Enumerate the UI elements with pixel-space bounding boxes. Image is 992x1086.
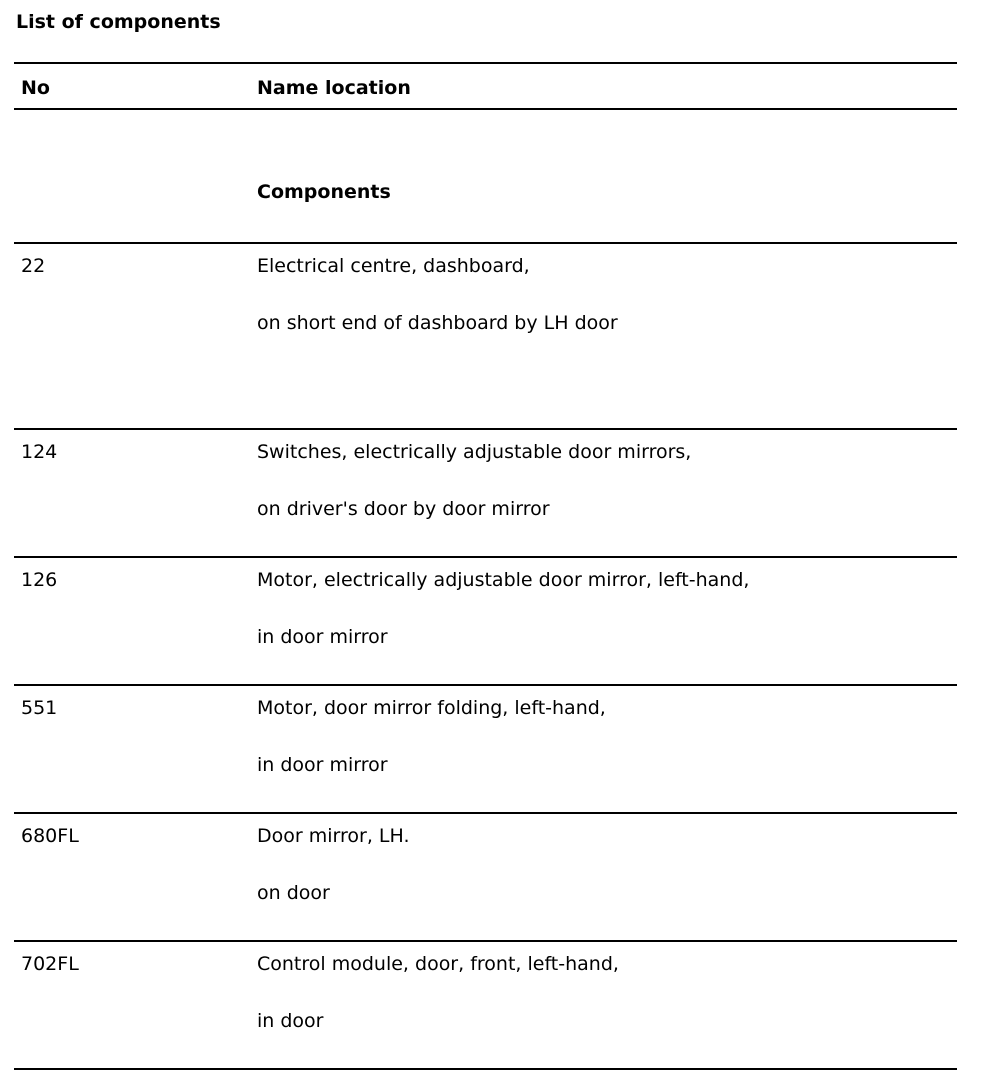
component-number: 124 — [21, 441, 58, 463]
component-name: Door mirror, LH. — [257, 825, 410, 847]
column-header-no: No — [21, 77, 50, 99]
column-header-name-location: Name location — [257, 77, 411, 99]
component-number: 680FL — [21, 825, 79, 847]
component-location: on door — [257, 882, 330, 904]
component-location: in door — [257, 1010, 324, 1032]
page-title: List of components — [16, 11, 221, 33]
component-name: Motor, door mirror folding, left-hand, — [257, 697, 606, 719]
component-number: 126 — [21, 569, 58, 591]
component-number: 22 — [21, 255, 46, 277]
table-row — [14, 556, 957, 684]
section-row — [14, 110, 957, 242]
table-row — [14, 940, 957, 1070]
component-location: in door mirror — [257, 754, 388, 776]
table-header-row — [14, 62, 957, 110]
component-name: Switches, electrically adjustable door mirrors, — [257, 441, 692, 463]
section-label: Components — [257, 181, 391, 203]
component-number: 551 — [21, 697, 58, 719]
component-name: Control module, door, front, left-hand, — [257, 953, 619, 975]
component-location: on driver's door by door mirror — [257, 498, 550, 520]
component-location: on short end of dashboard by LH door — [257, 312, 618, 334]
table-row — [14, 242, 957, 428]
component-number: 702FL — [21, 953, 79, 975]
table-row — [14, 812, 957, 940]
table-row — [14, 684, 957, 812]
component-name: Motor, electrically adjustable door mirror, left-hand, — [257, 569, 750, 591]
component-location: in door mirror — [257, 626, 388, 648]
table-row — [14, 428, 957, 556]
component-name: Electrical centre, dashboard, — [257, 255, 530, 277]
components-table — [14, 62, 957, 1070]
